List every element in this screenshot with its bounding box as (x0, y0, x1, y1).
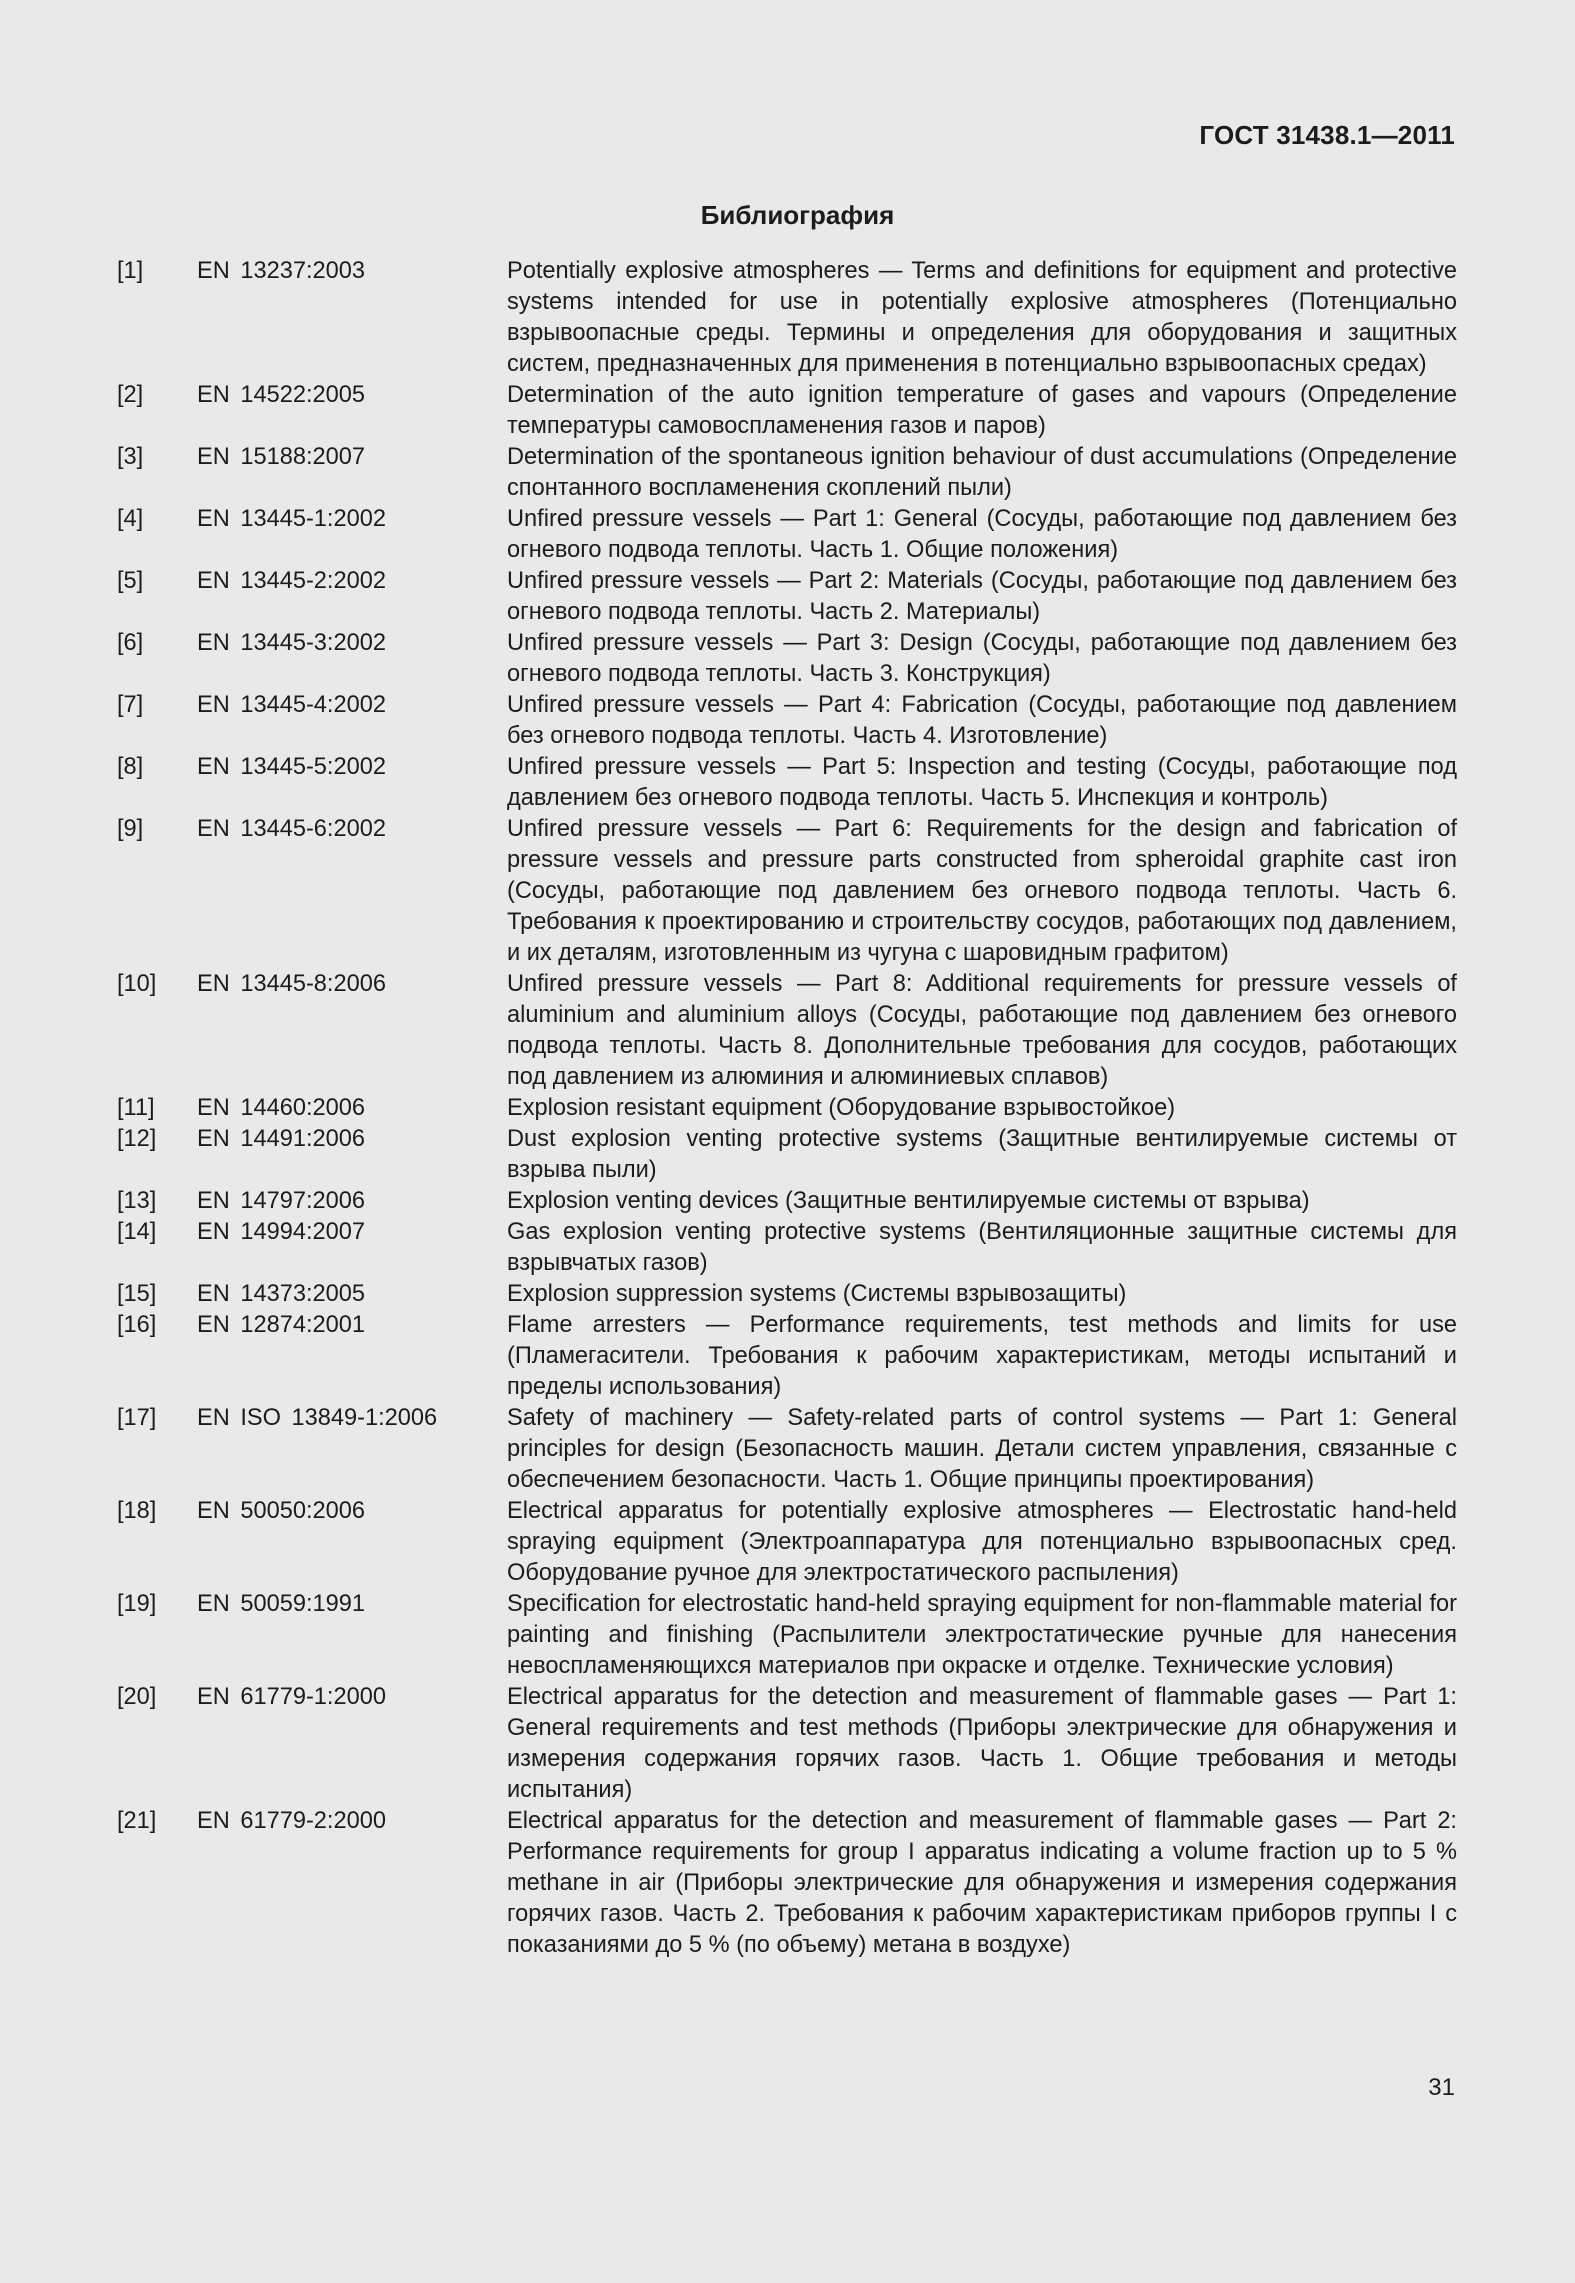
reference-number: [9] (117, 816, 144, 842)
reference-standard-code: EN 12874:2001 (197, 1312, 365, 1338)
reference-number: [13] (117, 1188, 157, 1214)
reference-item (117, 504, 1457, 566)
reference-title: Unfired pressure vessels — Part 2: Materials (Сосуды, работающие под давлением без огневого подвода теплоты. Часть 2. Материалы) (507, 568, 1457, 625)
reference-item (117, 566, 1457, 628)
reference-item (117, 814, 1457, 969)
reference-number: [8] (117, 754, 144, 780)
reference-title: Electrical apparatus for the detection and measurement of flammable gases — Part 1: General requirements and test methods (Приборы электрические для обнаружения и измерения содержания горячих газов. Часть 1. Общие требования и методы испытания) (507, 1684, 1457, 1803)
reference-standard-code: EN 61779-1:2000 (197, 1684, 386, 1710)
reference-number: [16] (117, 1312, 157, 1338)
reference-number: [12] (117, 1126, 157, 1152)
reference-number: [18] (117, 1498, 157, 1524)
reference-title: Unfired pressure vessels — Part 8: Additional requirements for pressure vessels of aluminium and aluminium alloys (Сосуды, работающие под давлением без огневого подвода теплоты. Часть 8. Дополнительные требования для сосудов, работающих под давлением из алюминия и алюминиевых сплавов) (507, 971, 1457, 1090)
reference-item (117, 690, 1457, 752)
reference-title: Dust explosion venting protective systems (Защитные вентилируемые системы от взрыва пыли) (507, 1126, 1457, 1183)
reference-number: [6] (117, 630, 144, 656)
reference-title: Unfired pressure vessels — Part 3: Design (Сосуды, работающие под давлением без огневого подвода теплоты. Часть 3. Конструкция) (507, 630, 1457, 687)
reference-number: [3] (117, 444, 144, 470)
reference-number: [7] (117, 692, 144, 718)
reference-standard-code: EN 14797:2006 (197, 1188, 365, 1214)
reference-standard-code: EN 50059:1991 (197, 1591, 365, 1617)
reference-standard-code: EN 13445-2:2002 (197, 568, 386, 594)
bibliography-title: Библиография (700, 200, 895, 230)
reference-title: Unfired pressure vessels — Part 6: Requirements for the design and fabrication of pressure vessels and pressure parts constructed from spheroidal graphite cast iron (Сосуды, работающие под давлением без огневого подвода теплоты. Часть 6. Требования к проектированию и строительству сосудов, работающих под давлением, и их деталям, изготовленным из чугуна с шаровидным графитом) (507, 816, 1457, 966)
reference-standard-code: EN 14522:2005 (197, 382, 365, 408)
reference-item (117, 256, 1457, 380)
reference-number: [15] (117, 1281, 157, 1307)
reference-item (117, 1124, 1457, 1186)
reference-number: [20] (117, 1684, 157, 1710)
reference-number: [2] (117, 382, 144, 408)
reference-item (117, 1186, 1457, 1217)
reference-item (117, 1806, 1457, 1961)
reference-standard-code: EN 13445-1:2002 (197, 506, 386, 532)
reference-item (117, 1093, 1457, 1124)
reference-standard-code: EN 13445-5:2002 (197, 754, 386, 780)
reference-standard-code: EN 14994:2007 (197, 1219, 365, 1245)
reference-list (117, 256, 1457, 1961)
reference-number: [4] (117, 506, 144, 532)
reference-item (117, 1279, 1457, 1310)
reference-standard-code: EN 13445-6:2002 (197, 816, 386, 842)
reference-number: [14] (117, 1219, 157, 1245)
reference-item (117, 1496, 1457, 1589)
reference-standard-code: EN 13445-4:2002 (197, 692, 386, 718)
reference-number: [21] (117, 1808, 157, 1834)
reference-title: Electrical apparatus for the detection and measurement of flammable gases — Part 2: Performance requirements for group I apparatus indicating a volume fraction up to 5 % methane in air (Приборы электрические для обнаружения и измерения содержания горячих газов. Часть 2. Требования к рабочим характеристикам приборов группы I с показаниями до 5 % (по объему) метана в воздухе) (507, 1808, 1457, 1958)
reference-title: Safety of machinery — Safety-related parts of control systems — Part 1: General principles for design (Безопасность машин. Детали систем управления, связанные с обеспечением безопасности. Часть 1. Общие принципы проектирования) (507, 1405, 1457, 1493)
reference-item (117, 628, 1457, 690)
reference-standard-code: EN 61779-2:2000 (197, 1808, 386, 1834)
reference-number: [5] (117, 568, 144, 594)
reference-item (117, 442, 1457, 504)
reference-standard-code: EN ISO 13849-1:2006 (197, 1405, 438, 1431)
reference-standard-code: EN 50050:2006 (197, 1498, 365, 1524)
reference-item (117, 380, 1457, 442)
reference-title: Unfired pressure vessels — Part 4: Fabrication (Сосуды, работающие под давлением без огневого подвода теплоты. Часть 4. Изготовление) (507, 692, 1457, 749)
reference-number: [17] (117, 1405, 157, 1431)
document-id-header: ГОСТ 31438.1—2011 (1199, 120, 1455, 150)
reference-title: Explosion resistant equipment (Оборудование взрывостойкое) (507, 1095, 1176, 1121)
reference-title: Flame arresters — Performance requirements, test methods and limits for use (Пламегасители. Требования к рабочим характеристикам, методы испытаний и пределы использования) (507, 1312, 1457, 1400)
reference-item (117, 752, 1457, 814)
reference-standard-code: EN 15188:2007 (197, 444, 365, 470)
reference-title: Electrical apparatus for potentially explosive atmospheres — Electrostatic hand-held spraying equipment (Электроаппаратура для потенциально взрывоопасных сред. Оборудование ручное для электростатического распыления) (507, 1498, 1457, 1586)
reference-number: [1] (117, 258, 144, 284)
reference-item (117, 969, 1457, 1093)
reference-item (117, 1682, 1457, 1806)
reference-title: Explosion suppression systems (Системы взрывозащиты) (507, 1281, 1127, 1307)
reference-title: Specification for electrostatic hand-held spraying equipment for non-flammable material for painting and finishing (Распылители электростатические ручные для нанесения невоспламеняющихся материалов при окраске и отделке. Технические условия) (507, 1591, 1457, 1679)
reference-number: [10] (117, 971, 157, 997)
reference-number: [19] (117, 1591, 157, 1617)
reference-standard-code: EN 14491:2006 (197, 1126, 365, 1152)
reference-title: Unfired pressure vessels — Part 5: Inspection and testing (Сосуды, работающие под давлением без огневого подвода теплоты. Часть 5. Инспекция и контроль) (507, 754, 1457, 811)
reference-title: Gas explosion venting protective systems (Вентиляционные защитные системы для взрывчатых газов) (507, 1219, 1457, 1276)
reference-standard-code: EN 14373:2005 (197, 1281, 365, 1307)
reference-title: Determination of the spontaneous ignition behaviour of dust accumulations (Определение спонтанного воспламенения скоплений пыли) (507, 444, 1457, 501)
reference-standard-code: EN 14460:2006 (197, 1095, 365, 1121)
reference-title: Potentially explosive atmospheres — Terms and definitions for equipment and protective systems intended for use in potentially explosive atmospheres (Потенциально взрывоопасные среды. Термины и определения для оборудования и защитных систем, предназначенных для применения в потенциально взрывоопасных средах) (507, 258, 1457, 377)
page-number: 31 (1428, 2074, 1455, 2101)
reference-standard-code: EN 13445-3:2002 (197, 630, 386, 656)
reference-title: Determination of the auto ignition temperature of gases and vapours (Определение температуры самовоспламенения газов и паров) (507, 382, 1457, 439)
reference-number: [11] (117, 1095, 155, 1121)
reference-item (117, 1310, 1457, 1403)
reference-standard-code: EN 13445-8:2006 (197, 971, 386, 997)
reference-item (117, 1589, 1457, 1682)
reference-title: Explosion venting devices (Защитные вентилируемые системы от взрыва) (507, 1188, 1310, 1214)
reference-title: Unfired pressure vessels — Part 1: General (Сосуды, работающие под давлением без огневого подвода теплоты. Часть 1. Общие положения) (507, 506, 1457, 563)
reference-item (117, 1217, 1457, 1279)
reference-standard-code: EN 13237:2003 (197, 258, 365, 284)
reference-item (117, 1403, 1457, 1496)
